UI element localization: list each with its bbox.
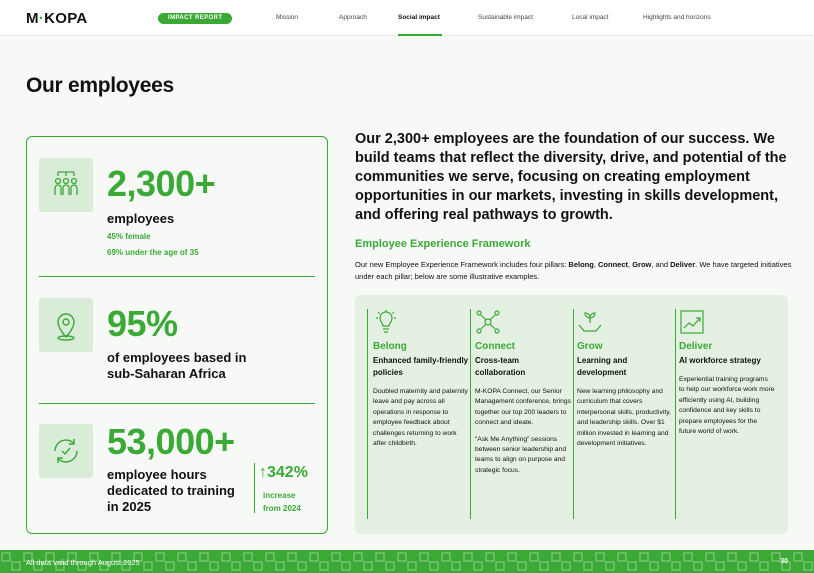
pillar-body: Doubled maternity and paternity leave and pay across all operations in response to employee feedback about challenges returning to work after childbirth. xyxy=(373,388,468,448)
trend-chart-icon xyxy=(679,309,705,335)
stat-ssa-label-line2: sub-Saharan Africa xyxy=(107,366,226,381)
nav-local-impact[interactable]: Local impact xyxy=(572,14,609,21)
stat-training-label-line1: employee hours xyxy=(107,467,207,482)
pillar-subtitle: Learning and development xyxy=(577,356,628,377)
stat-training-hours-value: 53,000+ xyxy=(107,421,235,462)
pillar-subtitle: Enhanced family-friendly policies xyxy=(373,356,469,377)
pillar-rule xyxy=(367,309,368,519)
footer-note: All data valid through August 2025 xyxy=(26,558,140,567)
stat-female-share: 45% female xyxy=(107,232,151,241)
stat-divider xyxy=(39,276,315,277)
pillar-rule xyxy=(573,309,574,519)
footer-bar xyxy=(0,550,814,573)
nav-social-impact[interactable]: Social impact xyxy=(398,14,440,21)
location-pin-icon xyxy=(39,298,93,352)
employee-stats-card xyxy=(26,136,328,534)
mkopa-logo[interactable]: M·KOPA xyxy=(26,10,88,27)
people-icon xyxy=(39,158,93,212)
pillar-grow xyxy=(577,309,673,449)
pillar-body-extra: “Ask Me Anything” sessions between senior leadership and teams to align on purpose and strategic focus. xyxy=(475,435,567,474)
stat-training-label-line2: dedicated to training xyxy=(107,483,235,498)
pillar-name: Belong xyxy=(373,341,407,352)
active-nav-indicator xyxy=(398,34,442,36)
pillar-body: Experiential training programs to help our workforce work more efficiently using AI, building confidence and key skills to prepare employees for the future world of work. xyxy=(679,376,775,436)
impact-report-badge[interactable]: IMPACT REPORT xyxy=(158,13,232,24)
page-title: Our employees xyxy=(26,74,174,97)
stat-under-35-share: 69% under the age of 35 xyxy=(107,248,199,257)
pillar-subtitle: AI workforce strategy xyxy=(679,356,761,365)
nav-approach[interactable]: Approach xyxy=(339,14,367,21)
nav-mission[interactable]: Mission xyxy=(276,14,299,21)
pillar-belong xyxy=(373,309,469,449)
training-growth-value: ↑342% xyxy=(259,464,308,481)
stat-employees-value: 2,300+ xyxy=(107,163,216,204)
hands-plant-icon xyxy=(577,309,603,335)
top-nav-bar xyxy=(0,0,814,36)
logo-dot: · xyxy=(38,10,45,27)
pillar-body: M-KOPA Connect, our Senior Management conference, brings together our top 200 leaders to connect and ideate. xyxy=(475,388,571,427)
pillar-subtitle: Cross-team collaboration xyxy=(475,356,526,377)
nav-sustainable-impact[interactable]: Sustainable impact xyxy=(478,14,533,21)
cycle-icon xyxy=(39,424,93,478)
lightbulb-icon xyxy=(373,309,399,335)
stat-employees-label: employees xyxy=(107,211,175,226)
pillar-connect xyxy=(475,309,571,476)
page-number: 30 xyxy=(780,558,788,565)
network-icon xyxy=(475,309,501,335)
pillar-rule xyxy=(675,309,676,519)
pillars-panel xyxy=(355,295,788,534)
framework-description: Our new Employee Experience Framework includes four pillars: Belong, Connect, Grow, and Deliver. We have targeted initiatives under each pillar; below are some illustrative examples. xyxy=(355,260,792,281)
stat-ssa-label-line1: of employees based in xyxy=(107,350,247,365)
stat-divider xyxy=(39,403,315,404)
intro-paragraph: Our 2,300+ employees are the foundation of our success. We build teams that reflect the diversity, drive, and potential of the communities we serve, focusing on creating employment opportunities in our markets, investing in skills development, and offering real pathways to growth. xyxy=(355,131,787,223)
framework-title: Employee Experience Framework xyxy=(355,238,531,250)
pillar-body: New learning philosophy and curriculum that covers interpersonal skills, productivity, and leadership skills. Over $1 million invested in learning and development initiatives. xyxy=(577,388,671,448)
stat-training-label-line3: in 2025 xyxy=(107,499,152,514)
growth-divider xyxy=(254,463,255,513)
growth-label-line2: from 2024 xyxy=(263,504,301,513)
pillar-rule xyxy=(470,309,471,519)
pillar-name: Deliver xyxy=(679,341,713,352)
pillar-name: Connect xyxy=(475,341,515,352)
growth-label-line1: increase xyxy=(263,491,296,500)
stat-ssa-value: 95% xyxy=(107,303,178,344)
pillar-name: Grow xyxy=(577,341,603,352)
pillar-deliver xyxy=(679,309,775,437)
nav-highlights-horizons[interactable]: Highlights and horizons xyxy=(643,14,711,21)
